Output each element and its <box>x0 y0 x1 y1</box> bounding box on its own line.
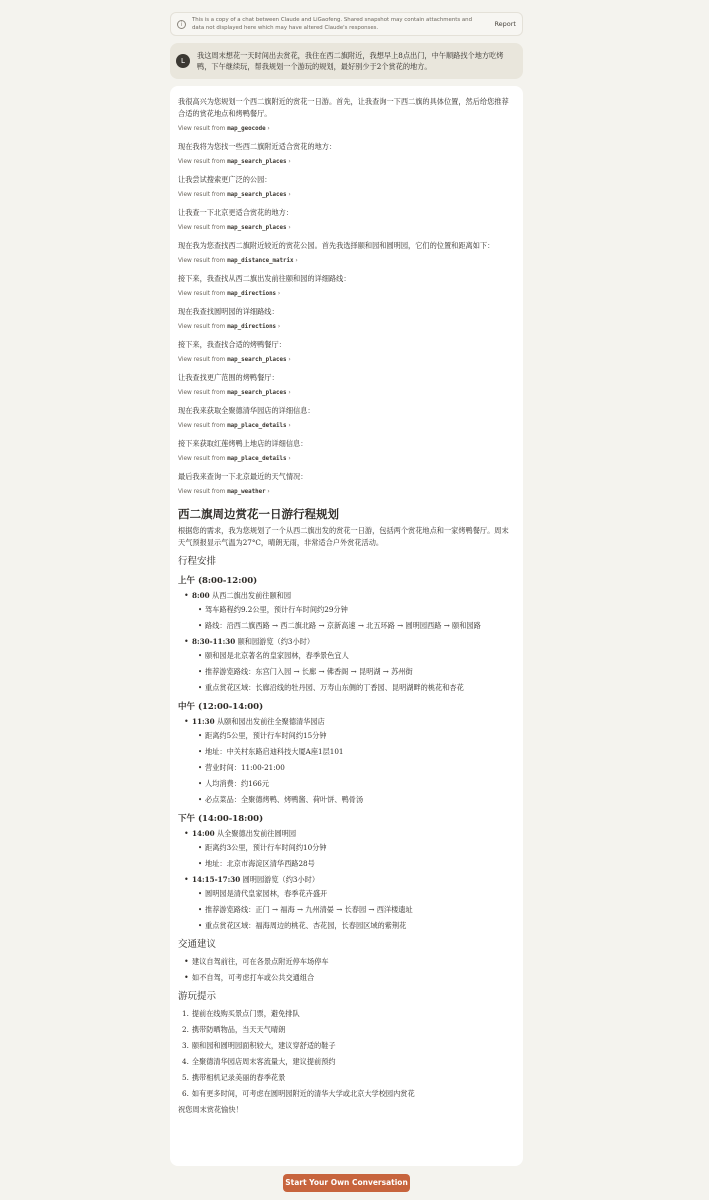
view-result-prefix: View result from <box>178 159 226 165</box>
sub-list <box>192 888 515 932</box>
tips-list <box>178 1008 515 1100</box>
step-text: 让我查一下北京更适合赏花的地方： <box>178 208 294 217</box>
sub-item: • 距离约5公里，预计行车时间约15分钟 <box>205 730 515 742</box>
view-result-prefix: View result from <box>178 192 226 198</box>
plan-intro: 根据您的需求，我为您规划了一个从西二旗出发的赏花一日游，包括两个赏花地点和一家烤鸭餐厅。周末天气预报显示气温为27°C，晴朗无雨，非常适合户外赏花活动。 <box>178 526 509 547</box>
view-result-prefix: View result from <box>178 456 226 462</box>
view-result-link[interactable] <box>178 224 515 233</box>
item-time: 11:30 <box>192 717 215 726</box>
tip-text: 携带防晒物品，当天天气晴朗 <box>191 1025 286 1034</box>
tool-name: map_search_places <box>227 390 287 396</box>
tool-name: map_directions <box>227 291 277 297</box>
transport-item: • 建议自驾前往，可在各景点附近停车场停车 <box>192 956 515 968</box>
sub-item: • 距离约3公里，预计行车时间约10分钟 <box>205 842 515 854</box>
tip-text: 携带相机记录美丽的春季花景 <box>191 1073 286 1082</box>
sub-item: • 颐和园是北京著名的皇家园林，春季景色宜人 <box>205 650 515 662</box>
chevron-right-icon: › <box>286 456 291 462</box>
plan-title: 西二旗周边赏花一日游行程规划 <box>178 507 339 521</box>
view-result-link[interactable] <box>178 323 515 332</box>
sub-item: • 驾车路程约9.2公里，预计行车时间约29分钟 <box>205 604 515 616</box>
step-text: 让我查找更广范围的烤鸭餐厅： <box>178 373 279 382</box>
item-time: 8:00 <box>192 591 210 600</box>
view-result-link[interactable] <box>178 356 515 365</box>
tip-text: 如有更多时间，可考虑在圆明园附近的清华大学或北京大学校园内赏花 <box>191 1089 415 1098</box>
view-result-prefix: View result from <box>178 423 226 429</box>
tip-number: 3. <box>182 1041 189 1050</box>
chevron-right-icon: › <box>265 126 270 132</box>
tool-name: map_place_details <box>227 456 287 462</box>
step-text: 最后我来查询一下北京最近的天气情况： <box>178 472 308 481</box>
tool-steps <box>178 125 515 497</box>
sub-item: • 重点赏花区域：福海周边的桃花、杏花园，长春园区域的紫荆花 <box>205 920 515 932</box>
item-desc: 从颐和园出发前往全聚德清华园店 <box>214 717 325 726</box>
tip-text: 全聚德清华园店周末客流量大，建议提前预约 <box>191 1057 336 1066</box>
section-items <box>178 716 515 806</box>
item-desc: 从全聚德出发前往圆明园 <box>214 829 297 838</box>
chevron-right-icon: › <box>265 489 270 495</box>
sub-item: • 地址：中关村东路启迪科技大厦A座1层101 <box>205 746 515 758</box>
start-conversation-button[interactable]: Start Your Own Conversation <box>283 1174 410 1192</box>
view-result-link[interactable] <box>178 257 515 266</box>
sub-list <box>192 604 515 632</box>
tool-name: map_place_details <box>227 423 287 429</box>
view-result-prefix: View result from <box>178 390 226 396</box>
sub-list <box>192 730 515 806</box>
view-result-prefix: View result from <box>178 357 226 363</box>
step-text: 接下来，我查找合适的烤鸭餐厅： <box>178 340 286 349</box>
sub-list <box>192 842 515 870</box>
tips-title: 游玩提示 <box>178 991 217 1002</box>
item-desc: 圆明园游览（约3小时） <box>240 875 320 884</box>
sub-item: • 推荐游览路线：正门 → 福海 → 九州清晏 → 长春园 → 西洋楼遗址 <box>205 904 515 916</box>
tip-number: 4. <box>182 1057 189 1066</box>
snapshot-banner <box>170 12 523 36</box>
view-result-prefix: View result from <box>178 225 226 231</box>
sub-item: • 地址：北京市海淀区清华西路28号 <box>205 858 515 870</box>
tool-name: map_distance_matrix <box>227 258 294 264</box>
sub-item: • 必点菜品：全聚德烤鸭、烤鸭酱、荷叶饼、鸭骨汤 <box>205 794 515 806</box>
step-text: 现在我为您查找西二旗附近较近的赏花公园。首先我选择颐和园和圆明园，它们的位置和距离如下： <box>178 241 495 250</box>
view-result-link[interactable] <box>178 455 515 464</box>
item-desc: 颐和园游览（约3小时） <box>235 637 315 646</box>
tool-name: map_search_places <box>227 357 287 363</box>
chevron-right-icon: › <box>286 159 291 165</box>
user-message-text: 我这周末想花一天时间出去赏花，我住在西二旗附近，我想早上8点出门，中午顺路找个地方吃烤鸭，下午继续玩，帮我规划一个游玩的规划，最好别少于2个赏花的地方。 <box>197 51 504 71</box>
item-desc: 从西二旗出发前往颐和园 <box>209 591 292 600</box>
view-result-link[interactable] <box>178 125 515 134</box>
step-text: 现在我查找圆明园的详细路线： <box>178 307 279 316</box>
tip-item <box>182 1024 515 1036</box>
tip-item <box>182 1008 515 1020</box>
transport-list <box>178 956 515 984</box>
avatar: L <box>176 54 190 68</box>
list-item <box>192 590 515 632</box>
tool-name: map_geocode <box>227 126 266 132</box>
tip-number: 2. <box>182 1025 189 1034</box>
step-text: 现在我来获取全聚德清华园店的详细信息： <box>178 406 315 415</box>
section-items <box>178 828 515 932</box>
list-item <box>192 828 515 870</box>
sub-item: • 推荐游览路线：东宫门入园 → 长廊 → 佛香阁 → 昆明湖 → 苏州街 <box>205 666 515 678</box>
view-result-link[interactable] <box>178 389 515 398</box>
sub-list <box>192 650 515 694</box>
report-button[interactable]: Report <box>494 20 516 28</box>
tool-name: map_directions <box>227 324 277 330</box>
tip-number: 5. <box>182 1073 189 1082</box>
section-title: 下午 (14:00-18:00) <box>178 814 264 824</box>
item-time: 14:15-17:30 <box>192 875 241 884</box>
list-item <box>192 716 515 806</box>
tip-item <box>182 1072 515 1084</box>
sub-item: • 营业时间：11:00-21:00 <box>205 762 515 774</box>
tool-name: map_search_places <box>227 225 287 231</box>
schedule-title: 行程安排 <box>178 556 217 567</box>
sub-item: • 路线：沿西二旗西路 → 西二旗北路 → 京新高速 → 北五环路 → 圆明园西路 → 颐和园路 <box>205 620 515 632</box>
tip-item <box>182 1056 515 1068</box>
tool-name: map_weather <box>227 489 266 495</box>
sub-item: • 人均消费：约166元 <box>205 778 515 790</box>
view-result-link[interactable] <box>178 191 515 200</box>
tip-text: 颐和园和圆明园面积较大，建议穿舒适的鞋子 <box>191 1041 336 1050</box>
step-text: 现在我将为您找一些西二旗附近适合赏花的地方： <box>178 142 337 151</box>
list-item <box>192 636 515 694</box>
view-result-link[interactable] <box>178 158 515 167</box>
schedule-sections <box>178 575 515 932</box>
view-result-link[interactable] <box>178 422 515 431</box>
chevron-right-icon: › <box>286 192 291 198</box>
view-result-link[interactable] <box>178 488 515 497</box>
intro-text: 我很高兴为您规划一个西二旗附近的赏花一日游。首先，让我查询一下西二旗的具体位置，然后给您推荐合适的赏花地点和烤鸭餐厅。 <box>178 97 509 118</box>
tip-item <box>182 1088 515 1100</box>
info-icon: i <box>177 20 186 29</box>
tip-number: 6. <box>182 1089 189 1098</box>
view-result-prefix: View result from <box>178 291 226 297</box>
view-result-link[interactable] <box>178 290 515 299</box>
assistant-response <box>170 86 523 1166</box>
chevron-right-icon: › <box>276 291 281 297</box>
closing-text: 祝您周末赏花愉快！ <box>178 1105 243 1114</box>
chevron-right-icon: › <box>286 357 291 363</box>
step-text: 让我尝试搜索更广泛的公园： <box>178 175 272 184</box>
section-items <box>178 590 515 694</box>
step-text: 接下来获取红莲烤鸭上地店的详细信息： <box>178 439 308 448</box>
section-title: 上午 (8:00-12:00) <box>178 576 258 586</box>
view-result-prefix: View result from <box>178 126 226 132</box>
transport-title: 交通建议 <box>178 939 217 950</box>
tip-text: 提前在线购买景点门票，避免排队 <box>191 1009 300 1018</box>
sub-item: • 圆明园是清代皇家园林，春季花卉盛开 <box>205 888 515 900</box>
tip-item <box>182 1040 515 1052</box>
item-time: 14:00 <box>192 829 215 838</box>
chevron-right-icon: › <box>293 258 298 264</box>
banner-text: This is a copy of a chat between Claude and LiGaofeng. Shared snapshot may contain attachments and data not displayed here which may have altered Claude's responses. <box>192 17 473 31</box>
chevron-right-icon: › <box>286 390 291 396</box>
user-message <box>170 43 523 79</box>
chevron-right-icon: › <box>286 225 291 231</box>
item-time: 8:30-11:30 <box>192 637 236 646</box>
chevron-right-icon: › <box>286 423 291 429</box>
view-result-prefix: View result from <box>178 324 226 330</box>
section-title: 中午 (12:00-14:00) <box>178 702 264 712</box>
view-result-prefix: View result from <box>178 489 226 495</box>
view-result-prefix: View result from <box>178 258 226 264</box>
transport-item: • 如不自驾，可考虑打车或公共交通组合 <box>192 972 515 984</box>
sub-item: • 重点赏花区域：长廊沿线的牡丹园、万寿山东侧的丁香园、昆明湖畔的桃花和杏花 <box>205 682 515 694</box>
list-item <box>192 874 515 932</box>
tip-number: 1. <box>182 1009 189 1018</box>
tool-name: map_search_places <box>227 192 287 198</box>
tool-name: map_search_places <box>227 159 287 165</box>
step-text: 接下来，我查找从西二旗出发前往颐和园的详细路线： <box>178 274 351 283</box>
chevron-right-icon: › <box>276 324 281 330</box>
